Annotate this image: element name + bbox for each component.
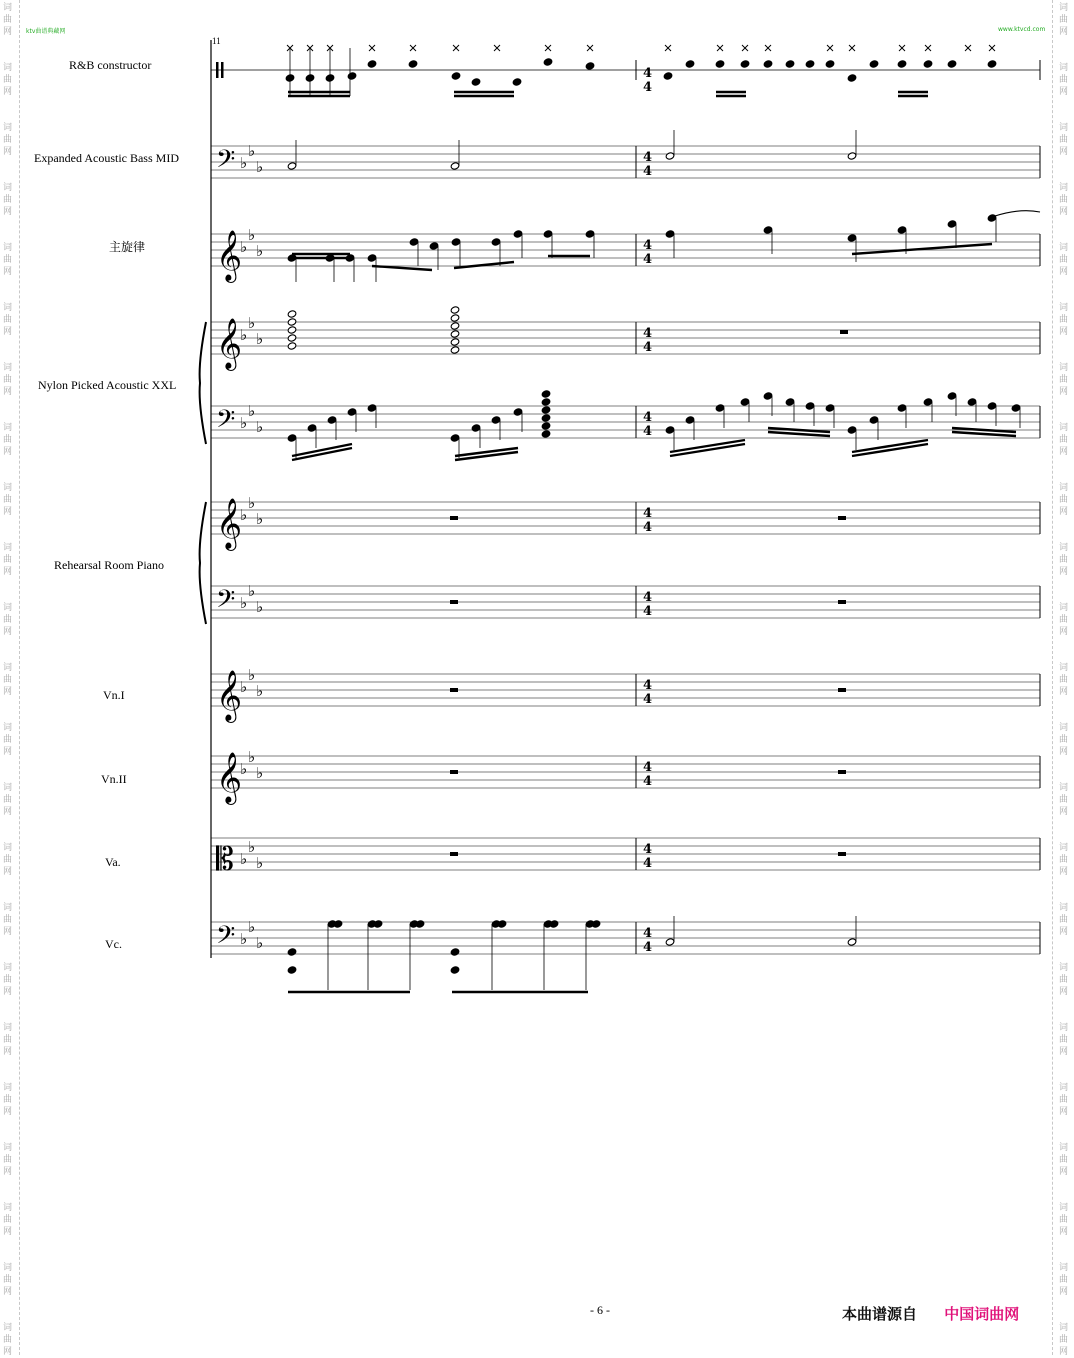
note — [663, 72, 673, 80]
note — [763, 226, 773, 234]
note — [450, 966, 460, 974]
time-signature-denominator: 4 — [643, 252, 653, 267]
note — [825, 60, 835, 68]
percussion-clef — [216, 62, 219, 78]
note — [491, 416, 501, 424]
watermark-group: 词 曲 网 — [3, 243, 13, 277]
note — [543, 230, 553, 238]
time-signature-numerator: 4 — [643, 760, 653, 775]
note — [287, 948, 297, 956]
flat-sign: ♭ — [240, 594, 248, 612]
time-signature-denominator: 4 — [643, 856, 653, 871]
note — [347, 408, 357, 416]
time-signature-numerator: 4 — [643, 410, 653, 425]
flat-sign: ♭ — [256, 418, 264, 436]
treble-clef: 𝄞 — [216, 230, 243, 281]
note — [923, 60, 933, 68]
watermark-group: 词 曲 网 — [3, 1263, 13, 1297]
note — [665, 426, 675, 434]
instrument-label-melody: 主旋律 — [109, 240, 146, 254]
note — [665, 230, 675, 238]
watermark-group: 词 曲 网 — [1059, 3, 1069, 37]
whole-rest — [838, 852, 846, 856]
note — [897, 60, 907, 68]
flat-sign: ♭ — [248, 838, 256, 856]
watermark-group: 词 曲 网 — [1059, 483, 1069, 517]
instrument-label-vn2: Vn.II — [101, 772, 127, 786]
note — [367, 60, 377, 68]
note — [450, 162, 460, 170]
watermark-group: 词 曲 网 — [1059, 243, 1069, 277]
whole-rest — [840, 330, 848, 334]
note — [847, 74, 857, 82]
clefs — [216, 62, 263, 956]
watermark-group: 词 曲 网 — [3, 363, 13, 397]
whole-rest — [450, 688, 458, 692]
flat-sign: ♭ — [256, 242, 264, 260]
flat-sign: ♭ — [256, 510, 264, 528]
measure-number: 11 — [212, 36, 221, 46]
note — [451, 72, 461, 80]
watermark-group: 词 曲 网 — [3, 123, 13, 157]
flat-sign: ♭ — [248, 748, 256, 766]
note — [967, 398, 977, 406]
watermark-group: 词 曲 网 — [3, 723, 13, 757]
flat-sign: ♭ — [240, 414, 248, 432]
watermark-group: 词 曲 网 — [1059, 1083, 1069, 1117]
note — [763, 392, 773, 400]
time-signature-numerator: 4 — [643, 590, 653, 605]
treble-clef: 𝄞 — [216, 752, 243, 803]
time-signature-denominator: 4 — [643, 520, 653, 535]
note — [785, 60, 795, 68]
note — [450, 330, 460, 338]
flat-sign: ♭ — [256, 682, 264, 700]
note-beam — [372, 266, 432, 270]
whole-rest — [450, 516, 458, 520]
note — [367, 254, 377, 262]
note — [585, 230, 595, 238]
note — [740, 398, 750, 406]
time-signature-numerator: 4 — [643, 238, 653, 253]
tie — [995, 211, 1040, 216]
note — [825, 404, 835, 412]
flat-sign: ♭ — [240, 154, 248, 172]
note — [987, 214, 997, 222]
note — [429, 242, 439, 250]
watermark-group: 词 曲 网 — [1059, 843, 1069, 877]
note — [471, 78, 481, 86]
watermark-group: 词 曲 网 — [3, 183, 13, 217]
note — [785, 398, 795, 406]
note — [541, 406, 551, 414]
time-signature-numerator: 4 — [643, 66, 653, 81]
flat-sign: ♭ — [240, 850, 248, 868]
note — [665, 938, 675, 946]
flat-sign: ♭ — [256, 764, 264, 782]
whole-rest — [838, 688, 846, 692]
time-signature-denominator: 4 — [643, 692, 653, 707]
watermark-group: 词 曲 网 — [1059, 663, 1069, 697]
watermark-group: 词 曲 网 — [3, 423, 13, 457]
note — [947, 220, 957, 228]
note — [947, 60, 957, 68]
note — [923, 398, 933, 406]
flat-sign: ♭ — [248, 226, 256, 244]
note — [287, 334, 297, 342]
time-signature-denominator: 4 — [643, 940, 653, 955]
note-beam — [852, 244, 992, 254]
note — [287, 342, 297, 350]
footer-source-label: 本曲谱源自 — [842, 1305, 918, 1323]
flat-sign: ♭ — [240, 238, 248, 256]
watermark-group: 词 曲 网 — [1059, 1203, 1069, 1237]
watermark-group: 词 曲 网 — [1059, 783, 1069, 817]
note — [987, 60, 997, 68]
watermark-group: 词 曲 网 — [3, 603, 13, 637]
flat-sign: ♭ — [248, 314, 256, 332]
note — [1011, 404, 1021, 412]
watermark-group: 词 曲 网 — [1059, 363, 1069, 397]
note — [665, 152, 675, 160]
watermark-group: 词 曲 网 — [3, 663, 13, 697]
note — [987, 402, 997, 410]
watermark-group: 词 曲 网 — [3, 963, 13, 997]
flat-sign: ♭ — [248, 666, 256, 684]
time-signature-numerator: 4 — [643, 506, 653, 521]
note — [715, 60, 725, 68]
notes — [285, 45, 1040, 992]
note — [847, 426, 857, 434]
time-signature-numerator: 4 — [643, 926, 653, 941]
note — [541, 414, 551, 422]
watermark-group: 词 曲 网 — [3, 3, 13, 37]
whole-rest — [450, 852, 458, 856]
note — [541, 422, 551, 430]
note — [869, 60, 879, 68]
grand-staff-brace — [200, 502, 206, 624]
flat-sign: ♭ — [240, 326, 248, 344]
flat-sign: ♭ — [256, 934, 264, 952]
watermark-group: 词 曲 网 — [3, 1143, 13, 1177]
flat-sign: ♭ — [240, 678, 248, 696]
flat-sign: ♭ — [256, 330, 264, 348]
note — [409, 238, 419, 246]
note — [947, 392, 957, 400]
flat-sign: ♭ — [256, 854, 264, 872]
note — [847, 938, 857, 946]
watermark-group: 词 曲 网 — [3, 303, 13, 337]
watermark-group: 词 曲 网 — [1059, 603, 1069, 637]
flat-sign: ♭ — [256, 158, 264, 176]
note — [450, 322, 460, 330]
note — [367, 404, 377, 412]
instrument-label-rnb: R&B constructor — [69, 58, 152, 72]
time-signature-numerator: 4 — [643, 150, 653, 165]
note — [287, 318, 297, 326]
instrument-label-bass: Expanded Acoustic Bass MID — [34, 151, 179, 165]
instrument-label-cello: Vc. — [105, 937, 122, 951]
watermark-group: 词 曲 网 — [3, 843, 13, 877]
watermark-group: 词 曲 网 — [1059, 423, 1069, 457]
watermark-group: 词 曲 网 — [3, 1083, 13, 1117]
note — [847, 234, 857, 242]
watermark-group: 词 曲 网 — [1059, 123, 1069, 157]
watermark-group: 词 曲 网 — [1059, 903, 1069, 937]
flat-sign: ♭ — [248, 494, 256, 512]
watermark-group: 词 曲 网 — [3, 1203, 13, 1237]
note — [740, 60, 750, 68]
note — [347, 72, 357, 80]
note — [491, 238, 501, 246]
whole-rest — [450, 600, 458, 604]
note — [897, 404, 907, 412]
footer-credit — [842, 1303, 1019, 1324]
note — [541, 398, 551, 406]
alto-clef: 𝄡 — [216, 840, 234, 878]
note — [715, 404, 725, 412]
note — [869, 416, 879, 424]
watermark-group: 词 曲 网 — [3, 1023, 13, 1057]
bass-clef: 𝄢 — [216, 145, 236, 180]
note — [805, 402, 815, 410]
time-signatures — [643, 66, 652, 955]
staff-lines — [211, 70, 1040, 954]
whole-rest — [838, 600, 846, 604]
note — [327, 416, 337, 424]
treble-clef: 𝄞 — [216, 670, 243, 721]
grand-staff-brace — [200, 322, 206, 444]
note — [287, 966, 297, 974]
bass-clef: 𝄢 — [216, 585, 236, 620]
header-left-link[interactable]: ktv曲谱典藏网 — [26, 28, 66, 35]
note — [543, 58, 553, 66]
watermark-group: 词 曲 网 — [1059, 1143, 1069, 1177]
note — [685, 416, 695, 424]
footer-site-name[interactable]: 中国词曲网 — [944, 1305, 1020, 1323]
flat-sign: ♭ — [248, 918, 256, 936]
instrument-label-piano: Rehearsal Room Piano — [54, 558, 164, 572]
note — [450, 314, 460, 322]
note — [287, 434, 297, 442]
note — [287, 162, 297, 170]
time-signature-numerator: 4 — [643, 678, 653, 693]
time-signature-numerator: 4 — [643, 326, 653, 341]
watermark-group: 词 曲 网 — [3, 483, 13, 517]
flat-sign: ♭ — [248, 142, 256, 160]
note — [471, 424, 481, 432]
instrument-label-vn1: Vn.I — [103, 688, 125, 702]
note — [450, 948, 460, 956]
watermark-group: 词 曲 网 — [3, 543, 13, 577]
note — [450, 346, 460, 354]
time-signature-numerator: 4 — [643, 842, 653, 857]
time-signature-denominator: 4 — [643, 80, 653, 95]
note — [512, 78, 522, 86]
watermark-group: 词 曲 网 — [3, 783, 13, 817]
bass-clef: 𝄢 — [216, 405, 236, 440]
note — [541, 390, 551, 398]
flat-sign: ♭ — [248, 582, 256, 600]
note — [897, 226, 907, 234]
note — [513, 230, 523, 238]
watermark-group: 词 曲 网 — [1059, 963, 1069, 997]
note — [685, 60, 695, 68]
watermark-group: 词 曲 网 — [1059, 1263, 1069, 1297]
note — [805, 60, 815, 68]
time-signature-denominator: 4 — [643, 774, 653, 789]
watermark-group: 词 曲 网 — [1059, 183, 1069, 217]
note — [513, 408, 523, 416]
note — [451, 238, 461, 246]
time-signature-denominator: 4 — [643, 424, 653, 439]
instrument-label-nylon: Nylon Picked Acoustic XXL — [38, 378, 177, 392]
whole-rest — [838, 770, 846, 774]
note — [287, 326, 297, 334]
page-number: - 6 - — [590, 1303, 610, 1317]
note — [450, 338, 460, 346]
note — [847, 152, 857, 160]
flat-sign: ♭ — [240, 760, 248, 778]
flat-sign: ♭ — [240, 930, 248, 948]
watermark-group: 词 曲 网 — [1059, 723, 1069, 757]
watermark-group: 词 曲 网 — [1059, 1323, 1069, 1357]
treble-clef: 𝄞 — [216, 498, 243, 549]
header-right-link[interactable]: www.ktvcd.com — [998, 26, 1046, 33]
note — [408, 60, 418, 68]
watermark-group: 词 曲 网 — [3, 903, 13, 937]
bass-clef: 𝄢 — [216, 921, 236, 956]
watermark-group: 词 曲 网 — [1059, 303, 1069, 337]
flat-sign: ♭ — [240, 506, 248, 524]
watermark-group: 词 曲 网 — [1059, 1023, 1069, 1057]
note — [585, 62, 595, 70]
note — [307, 424, 317, 432]
whole-rest — [838, 516, 846, 520]
watermark-group: 词 曲 网 — [3, 63, 13, 97]
time-signature-denominator: 4 — [643, 340, 653, 355]
percussion-clef — [221, 62, 224, 78]
note — [763, 60, 773, 68]
note-beam — [454, 262, 514, 268]
watermark-group: 词 曲 网 — [3, 1323, 13, 1357]
note — [541, 430, 551, 438]
instrument-label-viola: Va. — [105, 855, 121, 869]
time-signature-denominator: 4 — [643, 604, 653, 619]
note — [450, 434, 460, 442]
watermark-group: 词 曲 网 — [1059, 63, 1069, 97]
note — [287, 310, 297, 318]
flat-sign: ♭ — [256, 598, 264, 616]
whole-rest — [450, 770, 458, 774]
flat-sign: ♭ — [248, 402, 256, 420]
watermark-group: 词 曲 网 — [1059, 543, 1069, 577]
note — [450, 306, 460, 314]
treble-clef: 𝄞 — [216, 318, 243, 369]
time-signature-denominator: 4 — [643, 164, 653, 179]
